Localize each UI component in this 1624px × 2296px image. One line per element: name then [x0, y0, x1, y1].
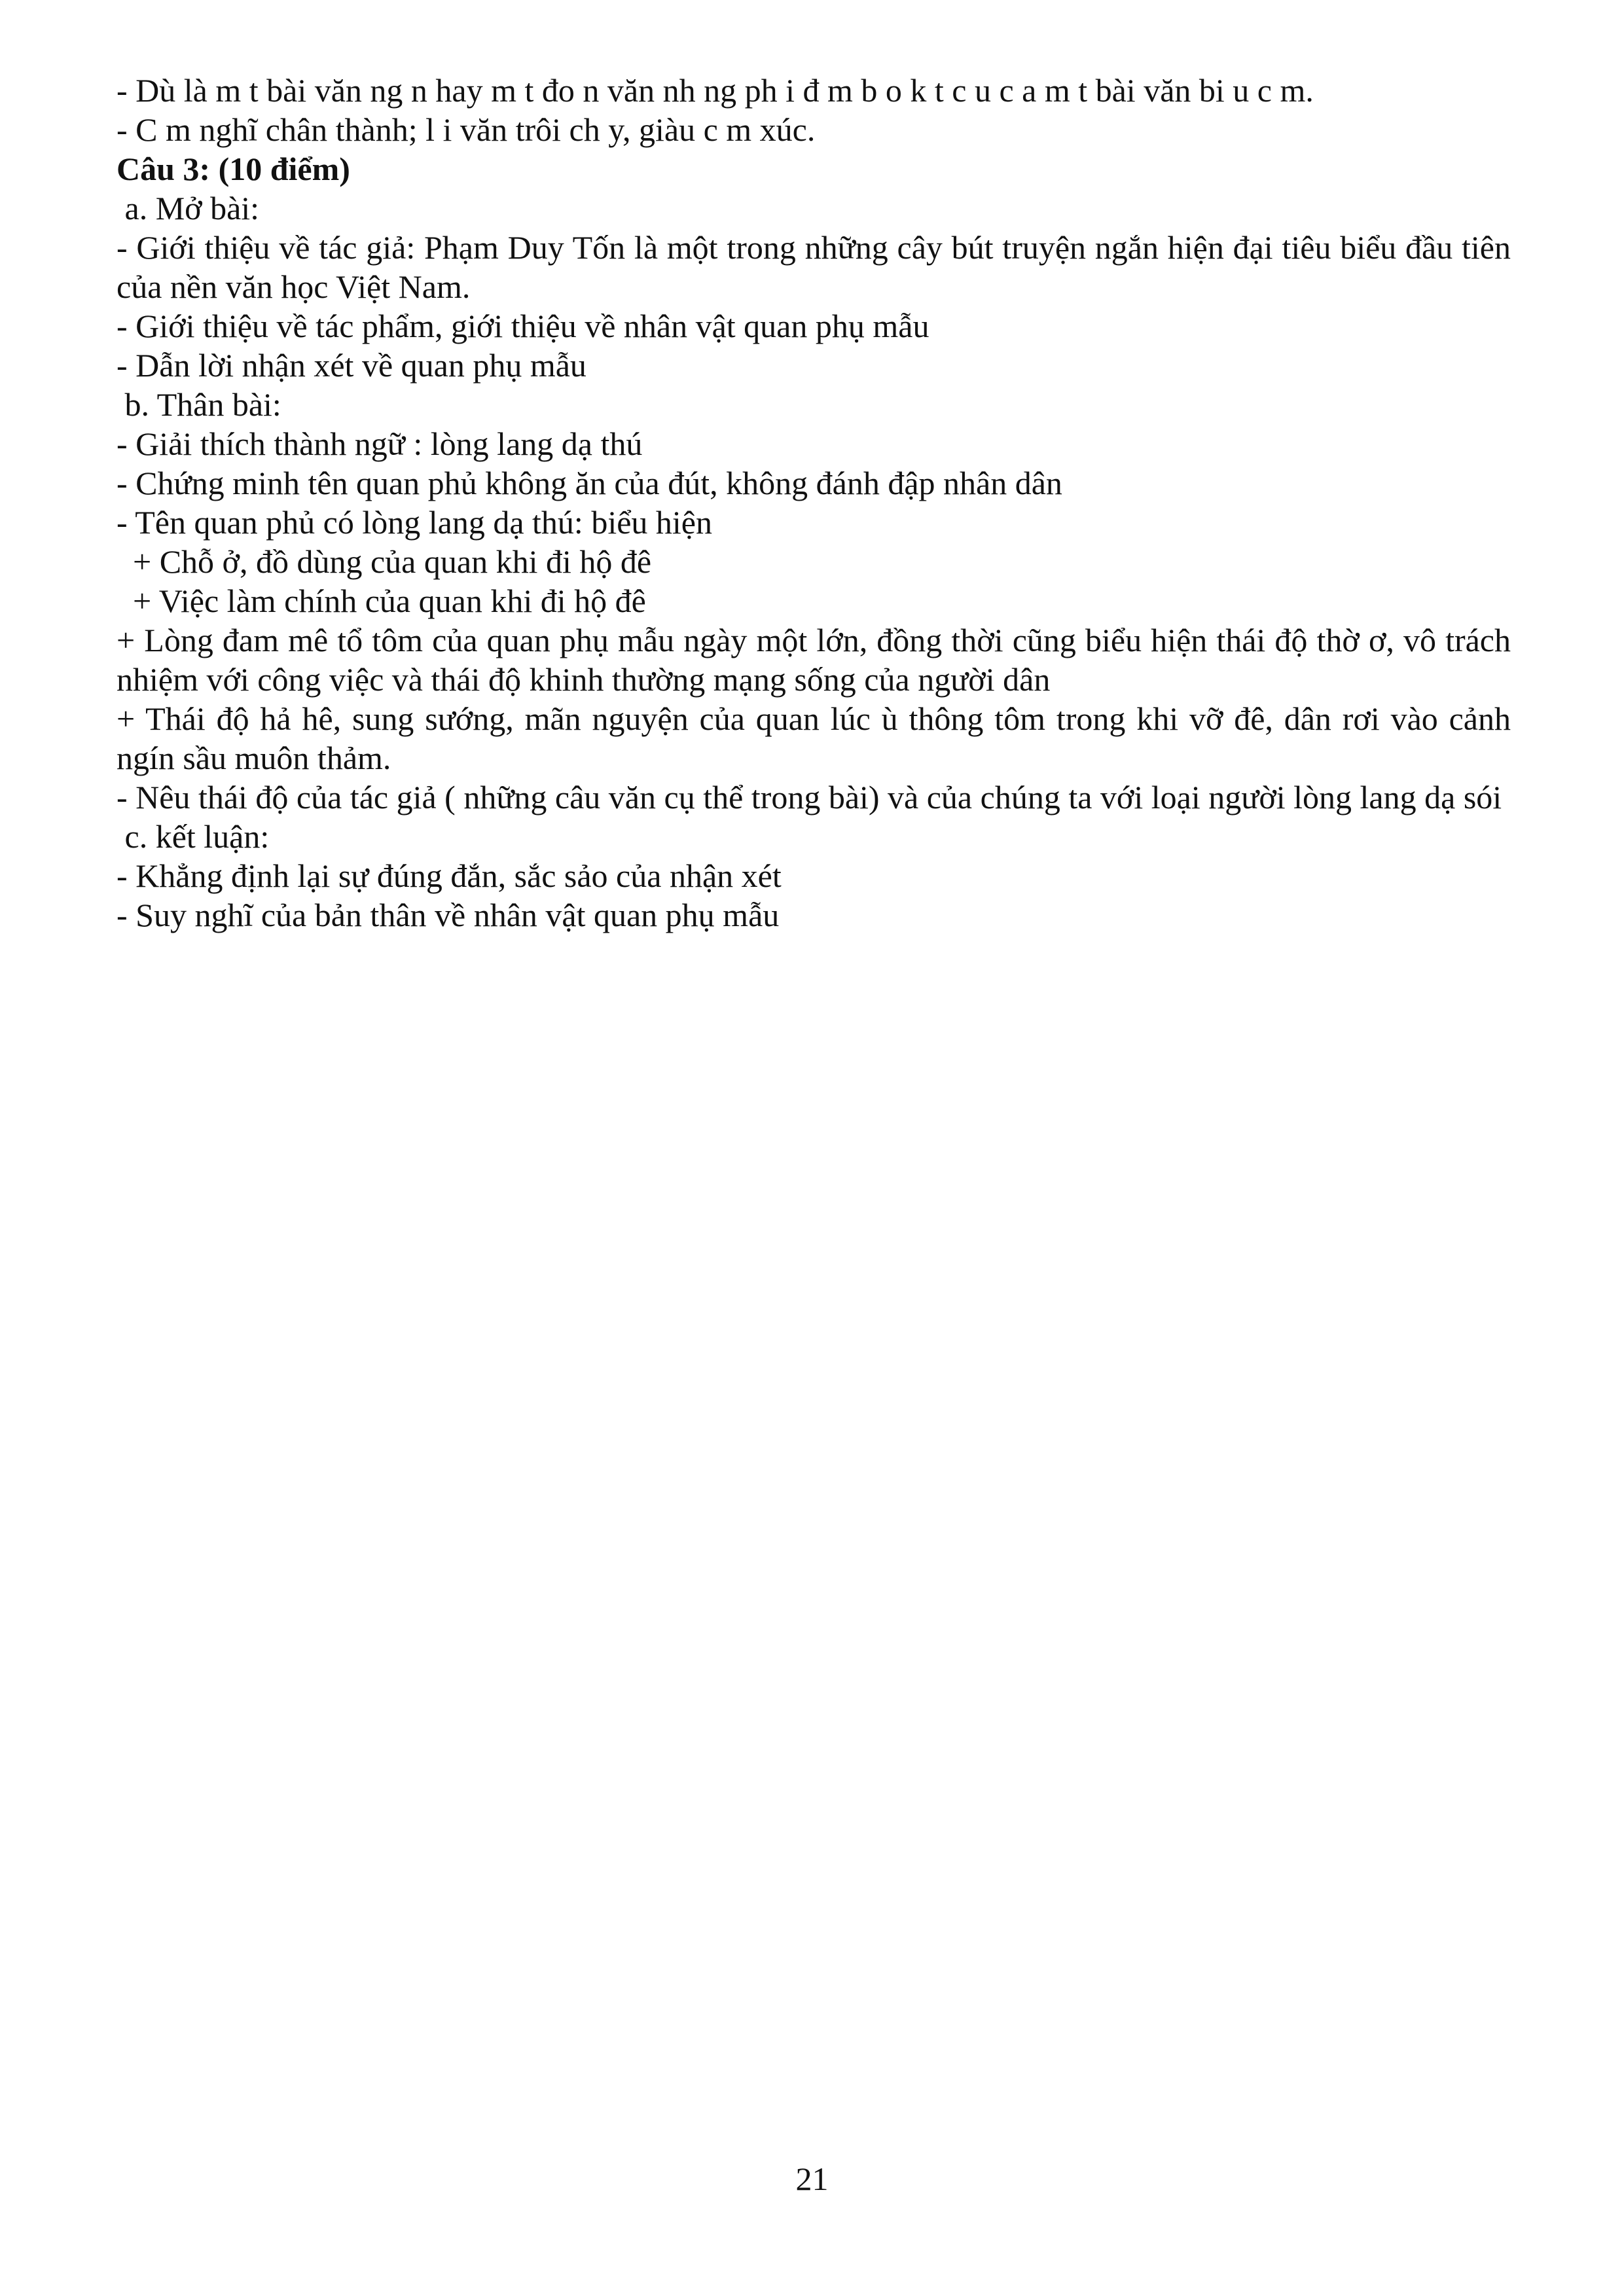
intro-line-1: - Dù là m t bài văn ng n hay m t đo n văn nh ng ph i đ m b o k t c u c a m t bài văn bi u c m.: [117, 72, 1314, 109]
than-bai-item-express: - Tên quan phủ có lòng lang dạ thú: biểu hiện: [117, 504, 712, 541]
document-body: [117, 71, 1511, 935]
than-bai-item-prove: - Chứng minh tên quan phủ không ăn của đút, không đánh đập nhân dân: [117, 465, 1062, 501]
than-bai-item-author-attitude: - Nêu thái độ của tác giả ( những câu văn cụ thể trong bài) và của chúng ta với loại người lòng lang dạ sói: [117, 779, 1502, 816]
than-bai-sub-attitude: + Thái độ hả hê, sung sướng, mãn nguyện của quan lúc ù thông tôm trong khi vỡ đê, dân rơi vào cảnh ngín sầu muôn thảm.: [117, 700, 1511, 776]
mo-bai-item-author: - Giới thiệu về tác giả: Phạm Duy Tốn là một trong những cây bút truyện ngắn hiện đại tiêu biểu đầu tiên của nền văn học Việt Nam.: [117, 229, 1511, 305]
than-bai-sub-passion: + Lòng đam mê tổ tôm của quan phụ mẫu ngày một lớn, đồng thời cũng biểu hiện thái độ thờ ơ, vô trách nhiệm với công việc và thái độ khinh thường mạng sống của người dân: [117, 622, 1511, 698]
mo-bai-item-work: - Giới thiệu về tác phẩm, giới thiệu về nhân vật quan phụ mẫu: [117, 308, 929, 344]
section-ket-luan-title: c. kết luận:: [117, 818, 270, 855]
intro-line-2: - C m nghĩ chân thành; l i văn trôi ch y, giàu c m xúc.: [117, 111, 816, 148]
than-bai-sub-residence: + Chỗ ở, đồ dùng của quan khi đi hộ đê: [117, 543, 652, 580]
ket-luan-item-reflection: - Suy nghĩ của bản thân về nhân vật quan phụ mẫu: [117, 897, 780, 933]
section-mo-bai-title: a. Mở bài:: [117, 190, 260, 226]
page-number: 21: [795, 2161, 829, 2197]
mo-bai-item-quote: - Dẫn lời nhận xét về quan phụ mẫu: [117, 347, 586, 384]
section-than-bai-title: b. Thân bài:: [117, 386, 281, 423]
ket-luan-item-affirm: - Khẳng định lại sự đúng đắn, sắc sảo của nhận xét: [117, 857, 782, 894]
than-bai-sub-main-work: + Việc làm chính của quan khi đi hộ đê: [117, 583, 646, 619]
question-heading: Câu 3: (10 điểm): [117, 151, 350, 187]
than-bai-item-explain: - Giải thích thành ngữ : lòng lang dạ thú: [117, 425, 643, 462]
